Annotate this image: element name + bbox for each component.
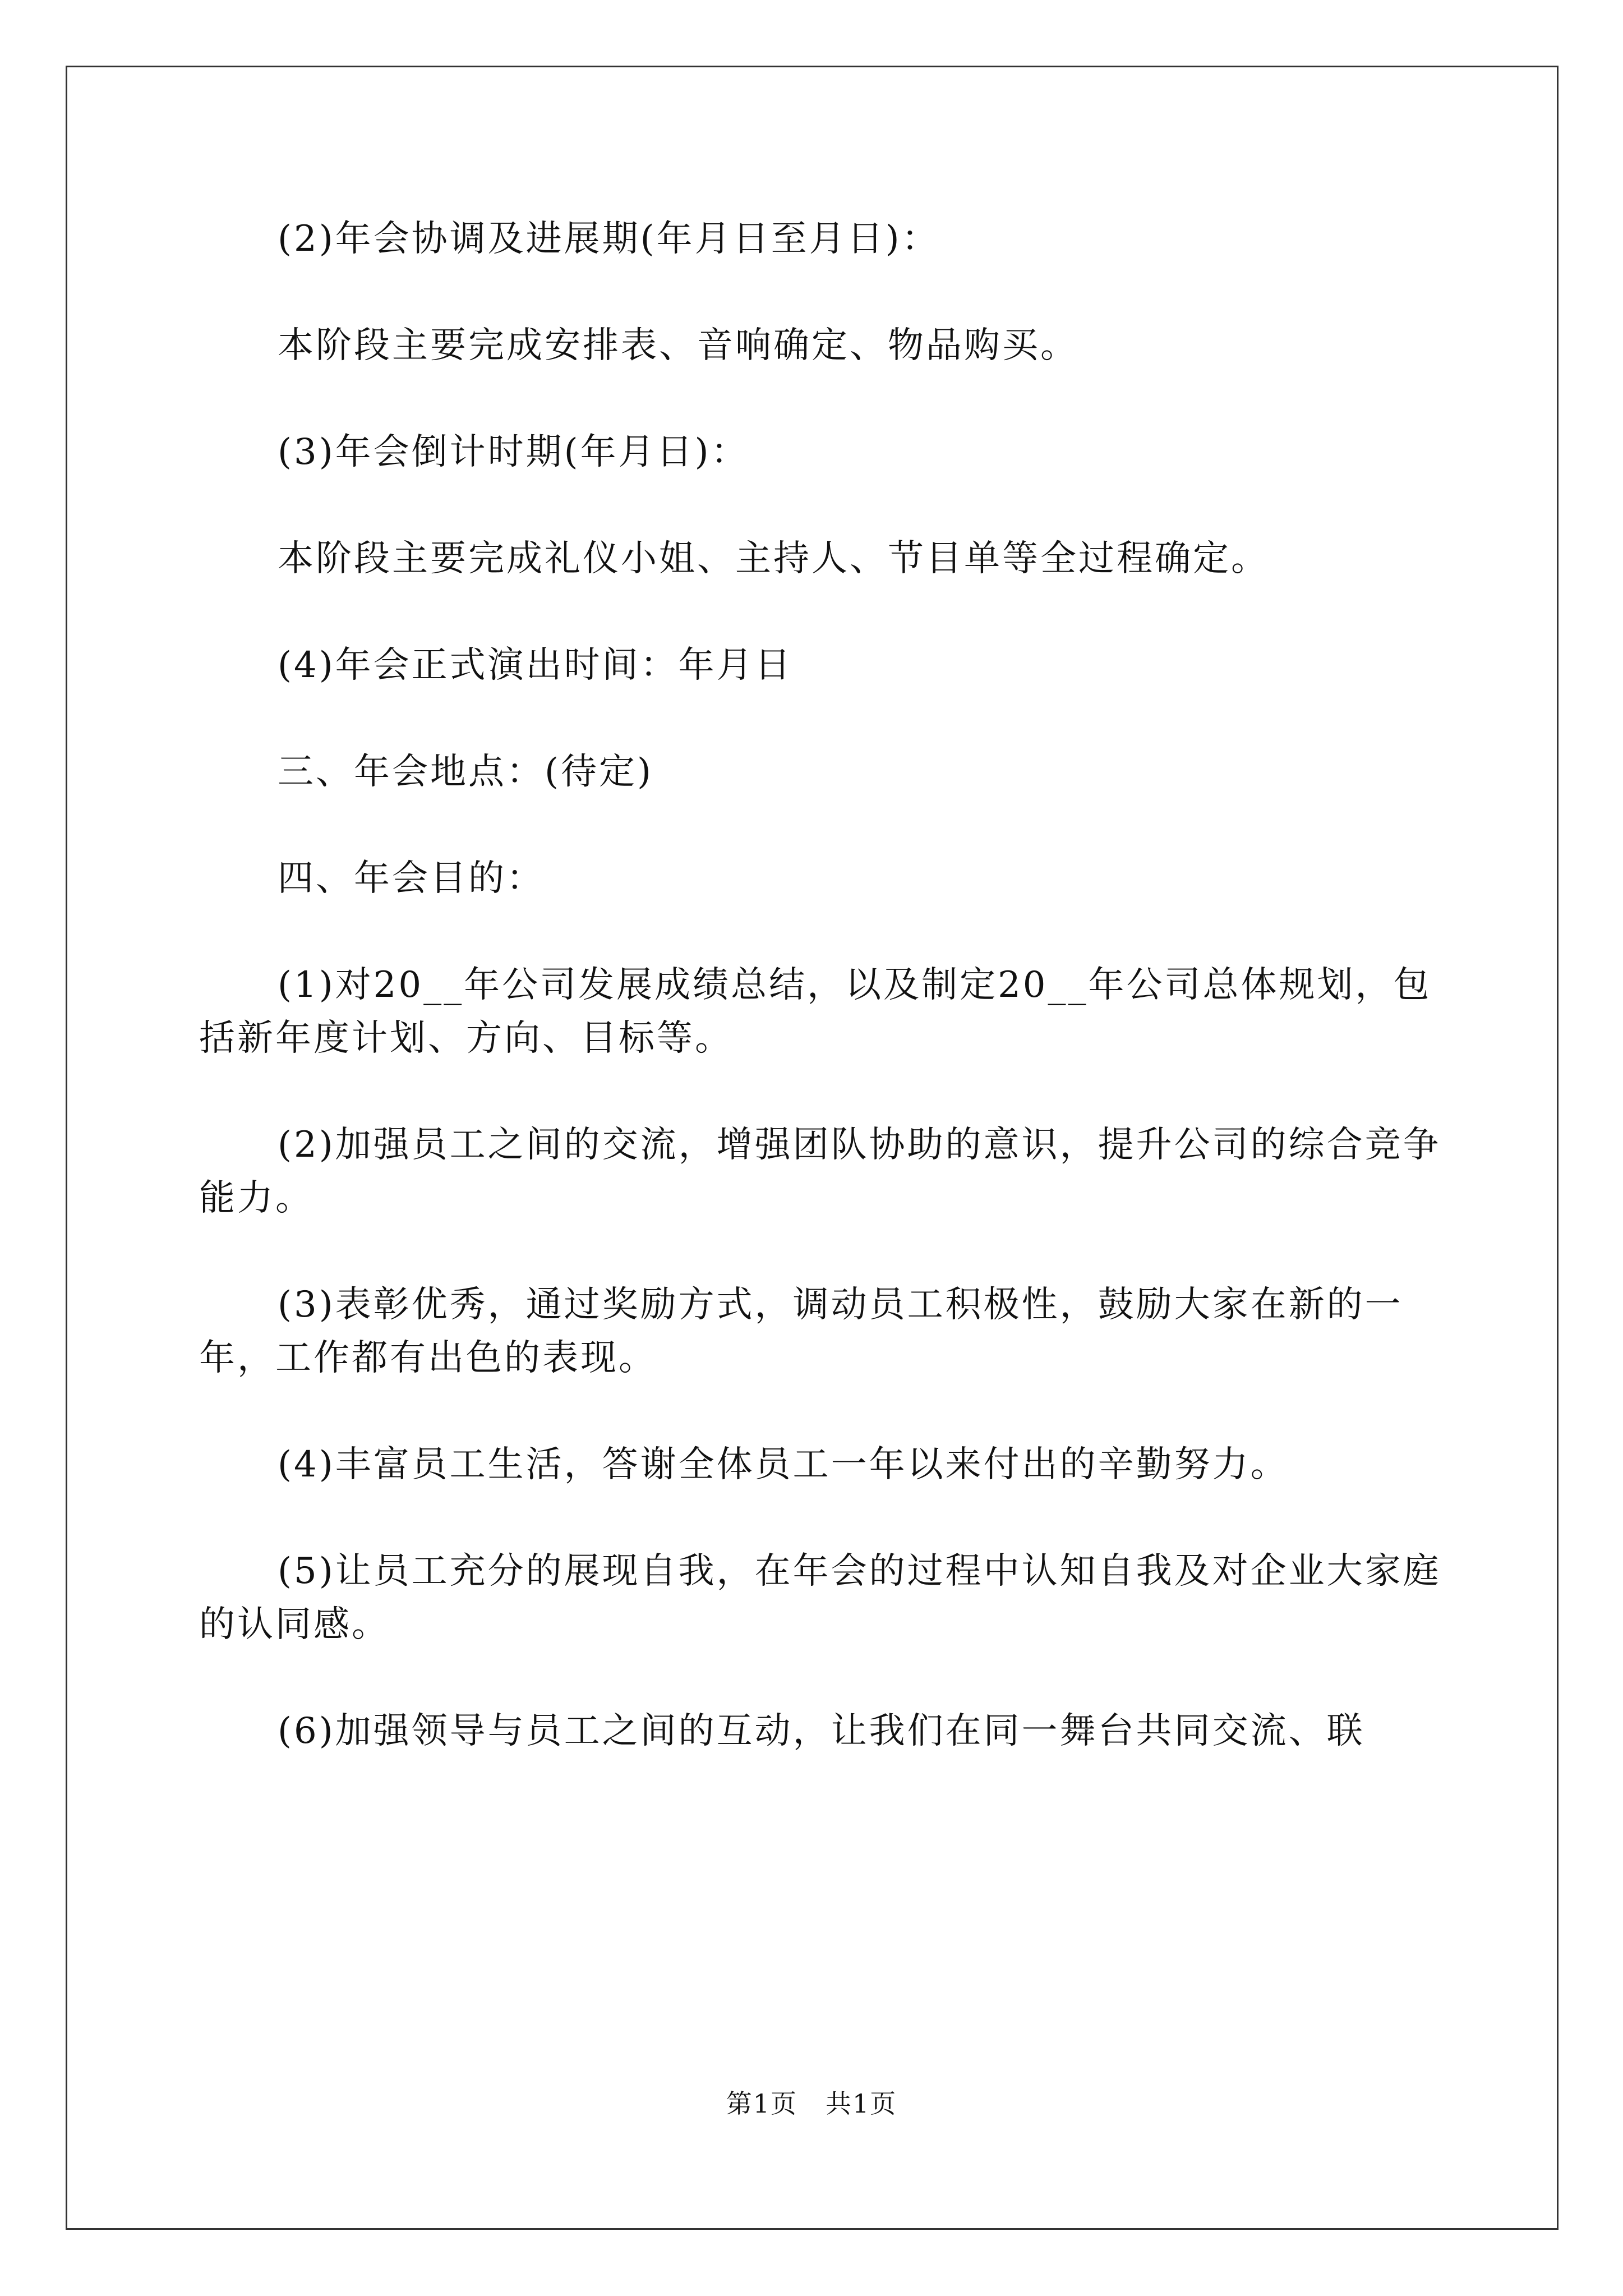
section-heading-venue: 三、年会地点：(待定) [278, 751, 653, 793]
paragraph: 本阶段主要完成安排表、音响确定、物品购买。 [278, 325, 1078, 366]
paragraph: (1)对20__年公司发展成绩总结，以及制定20__年公司总体规划，包括新年度计划、方向、目标等。 [199, 964, 1432, 1059]
paragraph: (3)表彰优秀，通过奖励方式，调动员工积极性，鼓励大家在新的一年，工作都有出色的表现。 [199, 1284, 1403, 1379]
paragraph: (2)年会协调及进展期(年月日至月日)： [278, 218, 940, 260]
paragraph: (4)年会正式演出时间：年月日 [278, 645, 793, 686]
document-body [199, 213, 1461, 1758]
paragraph: (3)年会倒计时期(年月日)： [278, 431, 749, 473]
paragraph: (6)加强领导与员工之间的互动，让我们在同一舞台共同交流、联 [278, 1710, 1365, 1752]
page-footer [0, 2087, 1623, 2120]
paragraph: (2)加强员工之间的交流，增强团队协助的意识，提升公司的综合竞争能力。 [199, 1124, 1441, 1219]
paragraph: (4)丰富员工生活，答谢全体员工一年以来付出的辛勤努力。 [278, 1444, 1289, 1485]
paragraph: 本阶段主要完成礼仪小姐、主持人、节目单等全过程确定。 [278, 538, 1269, 579]
paragraph: (5)让员工充分的展现自我，在年会的过程中认知自我及对企业大家庭的认同感。 [199, 1550, 1441, 1645]
page-number: 第1页 [726, 2088, 797, 2119]
page-total: 共1页 [826, 2088, 897, 2119]
section-heading-purpose: 四、年会目的： [278, 858, 545, 899]
